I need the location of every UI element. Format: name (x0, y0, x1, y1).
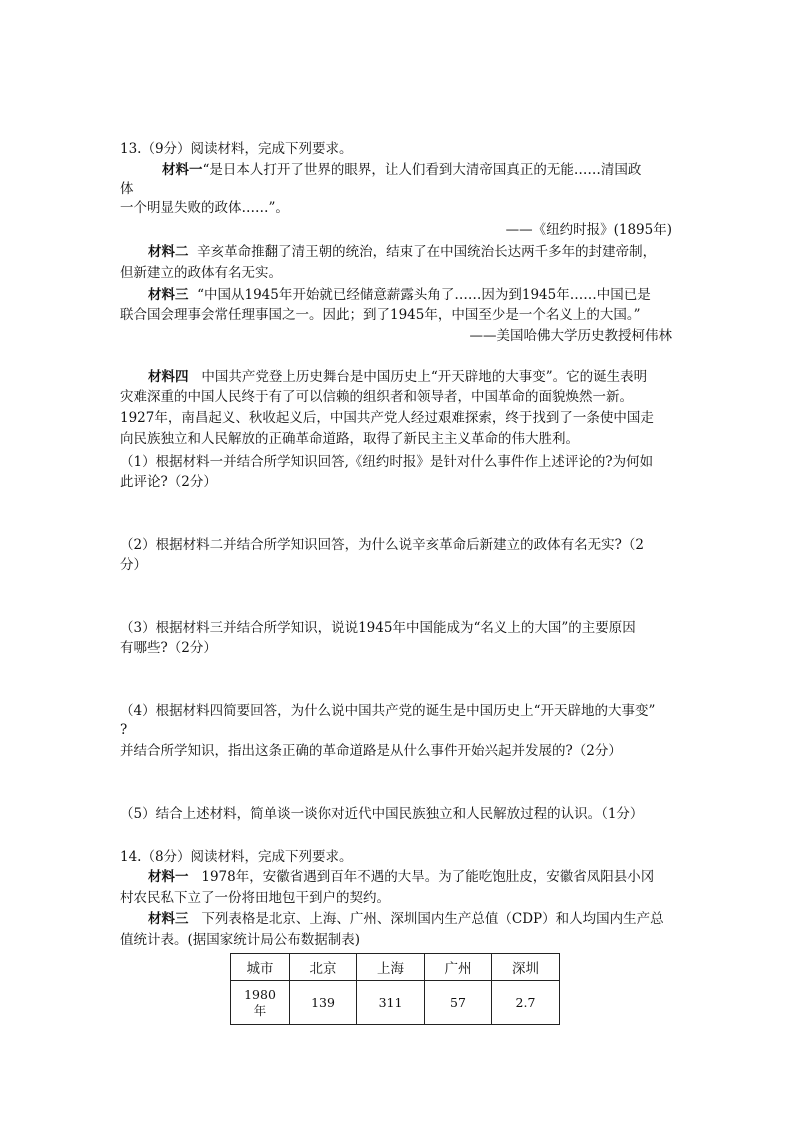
q13-material-1-source: ——《纽约时报》(1895年) (505, 222, 672, 238)
q13-sub-3-line-2: 有哪些?（2分） (120, 640, 217, 656)
q13-material-4-text: 中国共产党登上历史舞台是中国历史上“开天辟地的大事变”。它的诞生表明 (201, 369, 648, 385)
q14-material-3-label: 材料三 (148, 911, 189, 927)
gdp-table (230, 953, 560, 1025)
table-cell: 311 (357, 981, 425, 1025)
table-header-cell: 上海 (357, 954, 425, 981)
table-row (231, 981, 560, 1025)
q13-material-3-text: “中国从1945年开始就已经储意薪露头角了……因为到1945年……中国已是 (197, 287, 651, 303)
table-header-cell: 广州 (425, 954, 492, 981)
q13-material-2-label: 材料二 (148, 244, 189, 260)
q13-header: 13.（9分）阅读材料，完成下列要求。 (120, 141, 353, 157)
q13-material-1-text: “是日本人打开了世界的眼界，让人们看到大清帝国真正的无能……清国政 (202, 162, 642, 178)
q14-header: 14.（8分）阅读材料，完成下列要求。 (120, 849, 353, 865)
q13-material-1-line-3: 一个明显失败的政体……”。 (120, 200, 289, 216)
q13-material-1-label: 材料一 (162, 162, 203, 178)
q13-sub-5-line-1: （5）结合上述材料，简单谈一谈你对近代中国民族独立和人民解放过程的认识。（1分） (120, 806, 644, 822)
table-header-row (231, 954, 560, 981)
q13-sub-2-line-1: （2）根据材料二并结合所学知识回答，为什么说辛亥革命后新建立的政体有名无实?（2 (120, 537, 644, 553)
q13-sub-3-line-1: （3）根据材料三并结合所学知识，说说1945年中国能成为“名义上的大国”的主要原因 (120, 620, 636, 636)
q14-material-3-line-1 (148, 910, 664, 928)
q14-material-1-line-2: 村农民私下立了一份将田地包干到户的契约。 (120, 890, 390, 906)
q13-material-4-line-4: 向民族独立和人民解放的正确革命道路，取得了新民主主义革命的伟大胜利。 (120, 431, 579, 447)
table-header-cell: 城市 (231, 954, 290, 981)
q13-material-4-line-3: 1927年，南昌起义、秋收起义后，中国共产党人经过艰难探索，终于找到了一条使中国走 (120, 410, 654, 426)
q13-sub-2-line-2: 分） (120, 557, 147, 573)
q13-material-4-line-1 (148, 368, 647, 386)
q13-sub-4-line-3: 并结合所学知识，指出这条正确的革命道路是从什么事件开始兴起并发展的?（2分） (120, 743, 622, 759)
table-cell: 139 (290, 981, 357, 1025)
q13-material-4-label: 材料四 (148, 369, 189, 385)
q14-material-3-line-2: 值统计表。(据国家统计局公布数据制表) (120, 932, 361, 948)
table-header-cell: 北京 (290, 954, 357, 981)
year-text (244, 987, 276, 1019)
q13-material-4-line-2: 灾难深重的中国人民终于有了可以信赖的组织者和领导者，中国革命的面貌焕然一新。 (120, 389, 633, 405)
year-line-1: 1980 (244, 986, 276, 1002)
q14-material-1-text: 1978年，安徽省遇到百年不遇的大旱。为了能吃饱肚皮，安徽省凤阳县小冈 (201, 869, 655, 885)
q13-material-1-line-2: 体 (120, 181, 134, 197)
q13-material-2-text: 辛亥革命推翻了清王朝的统治，结束了在中国统治长达两千多年的封建帝制， (197, 244, 657, 260)
q13-material-3-line-2: 联合国会理事会常任理事国之一。因此；到了1945年，中国至少是一个名义上的大国。” (120, 307, 641, 323)
q14-material-1-label: 材料一 (148, 869, 189, 885)
q14-material-3-text: 下列表格是北京、上海、广州、深圳国内生产总值（CDP）和人均国内生产总 (201, 911, 664, 927)
table-year-cell (231, 981, 290, 1025)
table-cell: 2.7 (492, 981, 560, 1025)
q13-material-2-line-2: 但新建立的政体有名无实。 (120, 265, 282, 281)
q13-material-1-line-1 (162, 161, 641, 179)
q13-sub-4-line-1: （4）根据材料四简要回答，为什么说中国共产党的诞生是中国历史上“开天辟地的大事变” (120, 703, 656, 719)
q13-material-3-line-1 (148, 286, 651, 304)
q13-sub-1-line-1: （1）根据材料一并结合所学知识回答,《纽约时报》是针对什么事件作上述评论的?为何如 (120, 454, 654, 470)
q13-sub-1-line-2: 此评论?（2分） (120, 474, 217, 490)
q13-material-3-source: ——美国哈佛大学历史教授柯伟林 (469, 328, 672, 344)
q13-material-3-label: 材料三 (148, 287, 189, 303)
q14-material-1-line-1 (148, 868, 654, 886)
q13-sub-4-line-2: ? (120, 722, 128, 738)
year-line-2: 年 (253, 1002, 267, 1018)
q13-material-2-line-1 (148, 243, 656, 261)
table-cell: 57 (425, 981, 492, 1025)
table-header-cell: 深圳 (492, 954, 560, 981)
